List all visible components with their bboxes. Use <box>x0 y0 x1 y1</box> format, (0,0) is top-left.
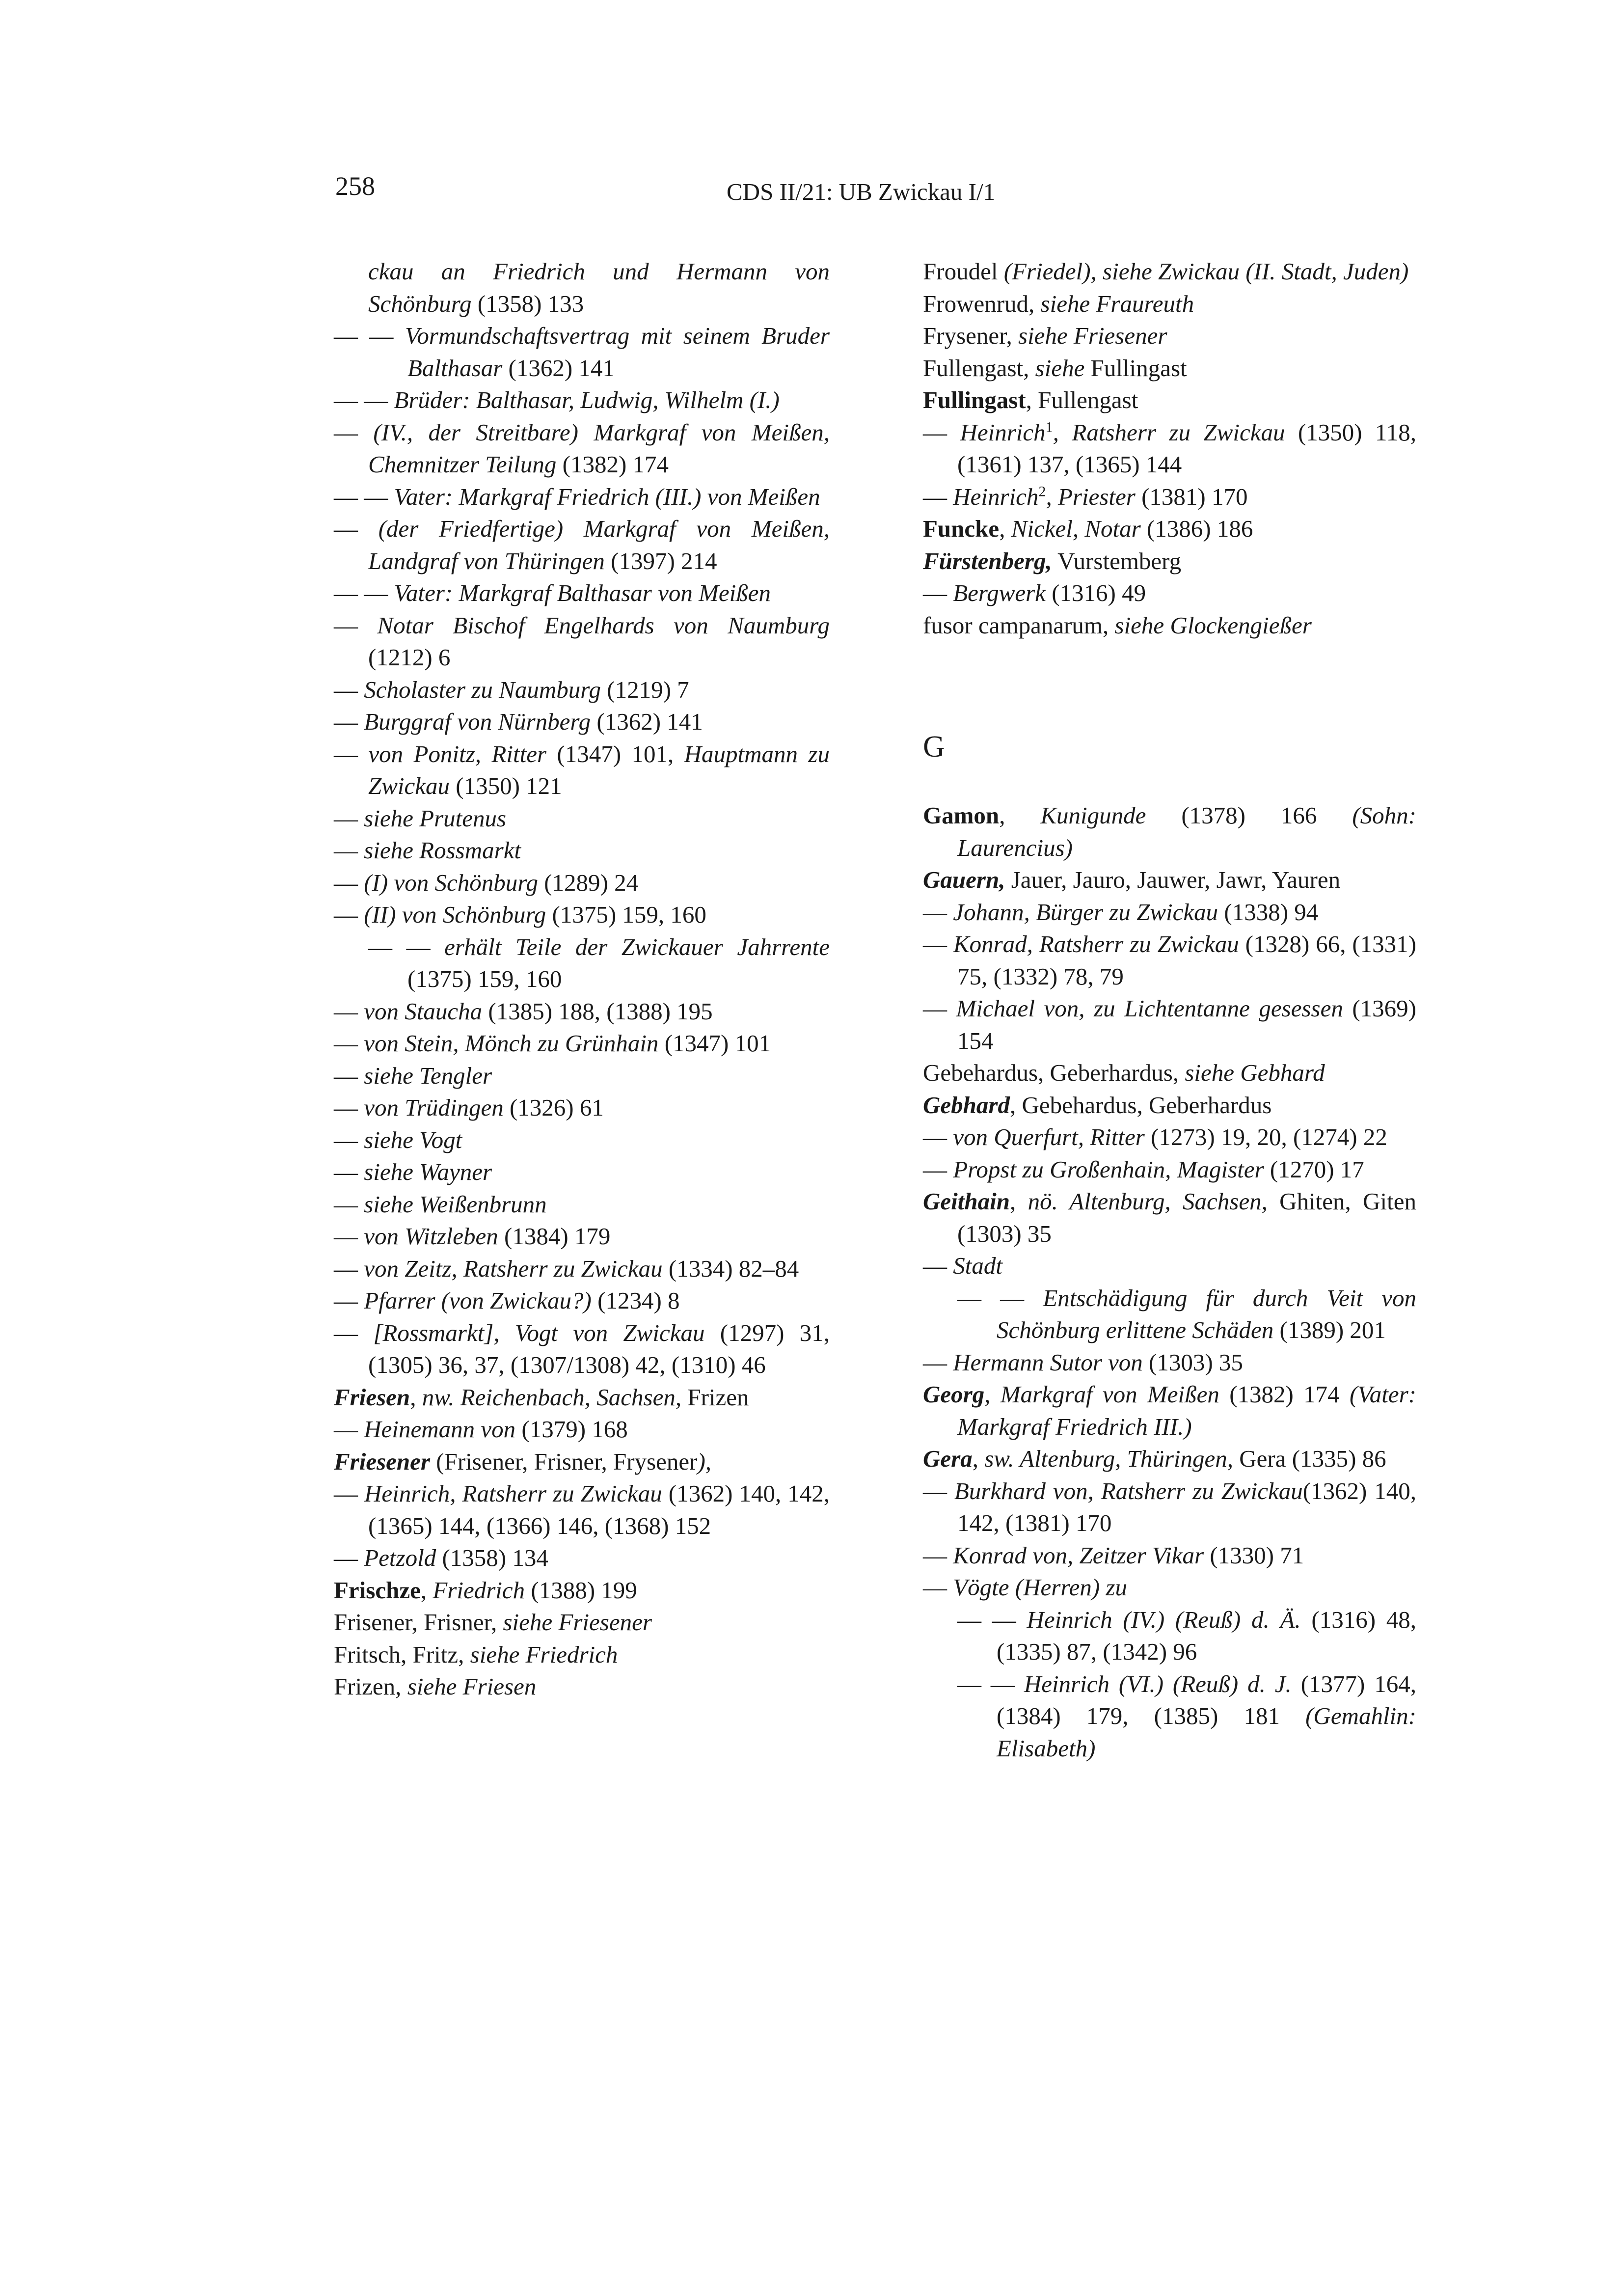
entry-text: Burggraf von Nürnberg <box>364 708 591 735</box>
entry-text: , Ratsherr zu Zwickau <box>1053 418 1285 446</box>
index-entry <box>334 1381 830 1414</box>
entry-text: Markgraf von Meißen <box>1000 1381 1219 1408</box>
entry-text: siehe Vogt <box>364 1126 462 1153</box>
entry-text: (der Friedfertige) Markgraf von Meißen, Landgraf von Thüringen <box>368 515 830 574</box>
index-entry <box>923 481 1416 513</box>
index-entry <box>334 931 830 995</box>
entry-text: , <box>984 1381 1001 1408</box>
entry-text: — <box>923 995 956 1022</box>
entry-text: (1377) 164, (1384) 179, (1385) 181 <box>997 1670 1417 1729</box>
entry-text: , <box>972 1445 985 1472</box>
entry-text: (1384) 179 <box>498 1223 611 1250</box>
entry-text: Vater: Markgraf Friedrich (III.) von Meißen <box>394 483 820 510</box>
entry-text: (1212) 6 <box>368 644 451 671</box>
index-entry <box>334 706 830 738</box>
entry-text: (1316) 49 <box>1045 579 1146 606</box>
entry-text: Nickel, Notar <box>1011 515 1141 542</box>
index-column-left <box>334 255 830 1703</box>
entry-text: Propst zu Großenhain, Magister <box>953 1155 1264 1183</box>
entry-text: Michael von, zu Lichtentanne gesessen <box>956 995 1343 1022</box>
entry-text: Funcke <box>923 515 1000 542</box>
index-entry <box>334 513 830 577</box>
entry-text: Notar Bischof Engelhards von Naumburg <box>377 611 830 639</box>
entry-text: (1382) 174 <box>1219 1381 1350 1408</box>
index-entry <box>923 320 1416 352</box>
entry-text: — <box>334 676 364 703</box>
index-entry <box>334 1639 830 1671</box>
entry-text: von Trüdingen <box>364 1094 504 1121</box>
index-entry <box>334 384 830 416</box>
entry-text: — <box>923 930 953 957</box>
entry-text: — <box>334 837 364 864</box>
entry-text: Vater: Markgraf Balthasar von Meißen <box>394 579 771 606</box>
entry-text: — <box>923 1155 953 1183</box>
entry-text: (1362) 140, 142, (1381) 170 <box>957 1477 1417 1536</box>
index-entry <box>923 928 1416 992</box>
entry-text: siehe Rossmarkt <box>364 837 521 864</box>
entry-text: — <box>334 804 364 832</box>
entry-text: (1219) 7 <box>601 676 689 703</box>
entry-text: , Fullengast <box>1026 386 1138 413</box>
index-entry <box>334 320 830 384</box>
entry-text: — <box>334 1223 364 1250</box>
entry-text: Heinrich (IV.) (Reuß) d. Ä. <box>1027 1606 1301 1633</box>
entry-text: (1234) 8 <box>591 1287 680 1314</box>
index-entry <box>334 1317 830 1381</box>
entry-text: , Gebehardus, Geberhardus <box>1009 1091 1272 1119</box>
entry-text: — — <box>334 386 394 413</box>
entry-text: — <box>923 898 953 926</box>
index-entry <box>334 1285 830 1317</box>
entry-text: (1270) 17 <box>1264 1155 1364 1183</box>
entry-text: Friedrich <box>433 1576 525 1604</box>
index-entry <box>923 255 1416 288</box>
entry-text: Burkhard von, Ratsherr zu Zwickau <box>954 1477 1303 1504</box>
entry-text: (1378) 166 <box>1146 802 1352 829</box>
entry-text: Heinemann von <box>364 1416 516 1443</box>
entry-text: Heinrich <box>960 418 1046 446</box>
index-entry <box>923 1604 1416 1668</box>
entry-text: siehe Prutenus <box>364 804 507 832</box>
entry-text: (I) von Schönburg <box>364 869 538 896</box>
entry-text: Heinrich <box>953 483 1039 510</box>
entry-text: — <box>334 1544 364 1571</box>
index-entry <box>334 1413 830 1446</box>
entry-text: siehe <box>1035 354 1085 382</box>
entry-text: von Zeitz, Ratsherr zu Zwickau <box>364 1255 663 1282</box>
entry-text: (1289) 24 <box>538 869 639 896</box>
entry-text: — — <box>957 1670 1024 1697</box>
entry-text: sw. Altenburg, Thüringen, <box>984 1445 1234 1472</box>
entry-text: — <box>334 1158 364 1185</box>
entry-text: (1297) 31, (1305) 36, 37, (1307/1308) 42, (1310) 46 <box>368 1319 830 1378</box>
entry-text: (Gemahlin: Elisabeth) <box>997 1702 1416 1762</box>
entry-text: (1382) 174 <box>556 451 669 478</box>
entry-text: (1375) 159, 160 <box>546 901 706 928</box>
entry-text: — <box>923 1123 953 1150</box>
entry-text: Gera <box>923 1445 973 1472</box>
entry-text: (II) von Schönburg <box>364 901 546 928</box>
index-entry <box>334 255 830 320</box>
entry-text: — — <box>368 933 445 960</box>
entry-text: (1350) 121 <box>450 772 562 799</box>
index-entry <box>334 1156 830 1188</box>
entry-text: (Sohn: Laurencius) <box>957 802 1416 861</box>
index-entry <box>923 288 1416 320</box>
entry-text: (1316) 48, (1335) 87, (1342) 96 <box>997 1606 1416 1665</box>
entry-text: , <box>999 515 1011 542</box>
entry-text: , <box>999 802 1041 829</box>
entry-text: Frischze <box>334 1576 421 1604</box>
index-column-right <box>923 255 1416 1764</box>
entry-text: Jauer, Jauro, Jauwer, Jawr, Yauren <box>1005 866 1341 893</box>
entry-text: Frysener, <box>923 322 1018 349</box>
entry-text: Pfarrer (von Zwickau?) <box>364 1287 592 1314</box>
entry-text: Frisener, Frisner, <box>334 1609 503 1636</box>
index-entry <box>334 802 830 835</box>
index-entry <box>334 834 830 867</box>
entry-text: — <box>334 1094 364 1121</box>
entry-text: siehe Wayner <box>364 1158 492 1185</box>
entry-text: (1369) 154 <box>957 995 1417 1054</box>
index-entry <box>334 1092 830 1124</box>
entry-text: — <box>334 708 364 735</box>
entry-text: Friesener <box>334 1448 430 1475</box>
entry-text: — <box>334 1030 364 1057</box>
entry-text: Gebehardus, Geberhardus, <box>923 1059 1185 1086</box>
entry-text: (1326) 61 <box>503 1094 604 1121</box>
entry-text: — <box>334 1190 364 1218</box>
entry-text: Konrad von, Zeitzer Vikar <box>953 1541 1204 1569</box>
entry-text: Kunigunde <box>1040 802 1146 829</box>
entry-text: — <box>334 869 364 896</box>
entry-text: Heinrich (VI.) (Reuß) d. J. <box>1024 1670 1292 1697</box>
entry-text: siehe Glockengießer <box>1114 611 1312 639</box>
entry-text: — <box>923 483 953 510</box>
index-entry <box>334 738 830 802</box>
entry-superscript: 2 <box>1038 483 1046 500</box>
entry-text: Fürstenberg, <box>923 547 1052 574</box>
entry-text: (Frisener, Frisner, Frysener <box>430 1448 698 1475</box>
index-entry <box>334 1220 830 1253</box>
entry-text: — <box>923 418 960 446</box>
entry-text: (1385) 188, (1388) 195 <box>482 997 713 1025</box>
entry-text: (1328) 66, (1331) 75, (1332) 78, 79 <box>957 930 1416 990</box>
entry-text: Gera (1335) 86 <box>1233 1445 1386 1472</box>
entry-text: — <box>923 1252 953 1279</box>
entry-text: — <box>334 1255 364 1282</box>
index-entry <box>334 899 830 931</box>
entry-text: (1347) 101, <box>546 740 684 767</box>
index-entry <box>334 674 830 706</box>
index-entry <box>923 896 1416 929</box>
entry-text: (1388) 199 <box>525 1576 637 1604</box>
entry-text: Frizen, <box>334 1673 407 1700</box>
entry-text: , <box>410 1383 422 1411</box>
entry-text: [Rossmarkt], Vogt von Zwickau <box>373 1319 705 1346</box>
index-entry <box>334 995 830 1028</box>
entry-text: siehe Friesen <box>407 1673 537 1700</box>
entry-text: — <box>923 579 953 606</box>
index-entry <box>334 1606 830 1639</box>
entry-text: (1358) 133 <box>471 290 584 317</box>
index-entry <box>923 1378 1416 1443</box>
index-entry <box>923 1346 1416 1379</box>
index-section-g <box>923 799 1416 1764</box>
entry-text: Bergwerk <box>953 579 1046 606</box>
entry-text: (1273) 19, 20, (1274) 22 <box>1144 1123 1387 1150</box>
index-entry <box>334 1477 830 1542</box>
entry-text: siehe Friesener <box>1018 322 1167 349</box>
entry-text: von Querfurt, Ritter <box>953 1123 1145 1150</box>
entry-text: (1347) 101 <box>658 1030 771 1057</box>
entry-text: (1303) 35 <box>1142 1348 1243 1376</box>
entry-text: (1358) 134 <box>436 1544 548 1571</box>
entry-text: , Priester <box>1046 483 1136 510</box>
index-entry <box>334 1253 830 1285</box>
entry-text: (1330) 71 <box>1204 1541 1304 1569</box>
running-head: CDS II/21: UB Zwickau I/1 <box>727 178 996 205</box>
entry-text: Heinrich, Ratsherr zu Zwickau <box>364 1480 662 1507</box>
entry-text: , <box>420 1576 433 1604</box>
index-entry <box>923 992 1416 1057</box>
entry-text: — <box>334 611 378 639</box>
entry-text: (Friedel), siehe Zwickau (II. Stadt, Juden) <box>1003 258 1409 285</box>
index-entry <box>923 1282 1416 1346</box>
entry-text: — — <box>957 1606 1027 1633</box>
entry-text: — <box>334 1062 364 1089</box>
entry-text: — — <box>334 483 394 510</box>
entry-text: siehe Friedrich <box>470 1640 618 1668</box>
index-entry <box>923 545 1416 577</box>
entry-text: Johann, Bürger zu Zwickau <box>953 898 1218 926</box>
entry-text: Hermann Sutor von <box>953 1348 1143 1376</box>
entry-text: (1334) 82–84 <box>662 1255 799 1282</box>
index-entry <box>923 352 1416 384</box>
entry-text: (1389) 201 <box>1273 1316 1386 1343</box>
index-entry <box>334 867 830 899</box>
index-entry <box>923 1185 1416 1250</box>
index-entry <box>923 1250 1416 1282</box>
entry-text: , <box>1009 1188 1028 1215</box>
entry-text: Petzold <box>364 1544 436 1571</box>
section-letter-g: G <box>923 730 945 764</box>
entry-text: Vögte (Herren) zu <box>953 1574 1127 1601</box>
entry-text: siehe Friesener <box>503 1609 652 1636</box>
entry-text: — <box>334 418 374 446</box>
index-entry <box>923 1089 1416 1121</box>
index-entry <box>334 1124 830 1156</box>
entry-text: (1350) 118, (1361) 137, (1365) 144 <box>957 418 1416 478</box>
index-entry <box>923 1443 1416 1475</box>
entry-text: nw. Reichenbach, Sachsen, <box>422 1383 682 1411</box>
index-entry <box>334 1188 830 1221</box>
entry-text: Vurstemberg <box>1052 547 1182 574</box>
entry-text: von Staucha <box>364 997 483 1025</box>
entry-text: Fullingast <box>923 386 1026 413</box>
index-entry <box>923 1539 1416 1572</box>
entry-text: von Witzleben <box>364 1223 498 1250</box>
index-entry <box>334 577 830 609</box>
index-entry <box>923 1121 1416 1153</box>
entry-text: — <box>334 901 364 928</box>
index-entry <box>334 1574 830 1607</box>
entry-text: (Vater: Markgraf Friedrich III.) <box>957 1381 1417 1440</box>
entry-text: (1362) 140, 142, (1365) 144, (1366) 146, (1368) 152 <box>368 1480 830 1539</box>
entry-text: (1375) 159, 160 <box>407 965 562 992</box>
entry-text: Ghiten, Giten (1303) 35 <box>957 1188 1416 1247</box>
index-entry <box>923 416 1416 481</box>
entry-text: ckau an Friedrich und Hermann von Schönburg <box>368 258 830 317</box>
entry-text: — <box>923 1574 953 1601</box>
entry-text: — <box>334 740 369 767</box>
index-entry <box>923 513 1416 545</box>
entry-text: (1362) 141 <box>502 354 615 382</box>
index-entry <box>334 481 830 513</box>
index-entry <box>923 577 1416 609</box>
entry-text: (IV., der Streitbare) Markgraf von Meißen, Chemnitzer Teilung <box>368 418 830 478</box>
entry-text: Stadt <box>953 1252 1002 1279</box>
entry-text: siehe Weißenbrunn <box>364 1190 547 1218</box>
entry-text: Froudel <box>923 258 1004 285</box>
entry-text: Entschädigung für durch Veit von Schönburg erlittene Schäden <box>997 1284 1416 1343</box>
entry-text: (1338) 94 <box>1218 898 1319 926</box>
entry-text: Fullengast, <box>923 354 1035 382</box>
index-entry <box>923 1571 1416 1604</box>
index-entry <box>923 1153 1416 1186</box>
entry-text: Frowenrud, <box>923 290 1041 317</box>
index-entry <box>334 1542 830 1574</box>
index-entry <box>334 1060 830 1092</box>
entry-text: Fritsch, Fritz, <box>334 1640 470 1668</box>
entry-text: — <box>334 997 364 1025</box>
entry-text: — <box>923 1348 953 1376</box>
entry-text: — — <box>957 1284 1043 1312</box>
entry-text: — <box>923 1477 954 1504</box>
index-entry <box>334 1670 830 1703</box>
entry-text: Brüder: Balthasar, Ludwig, Wilhelm (I.) <box>394 386 780 413</box>
entry-text: Hauptmann zu Zwickau <box>368 740 830 799</box>
entry-text: Gebhard <box>923 1091 1010 1119</box>
entry-text: Georg <box>923 1381 985 1408</box>
index-entry <box>334 1446 830 1478</box>
entry-text: ), <box>697 1448 712 1475</box>
page-number: 258 <box>335 171 375 201</box>
entry-text: (1386) 186 <box>1140 515 1253 542</box>
entry-text: — — <box>334 579 394 606</box>
entry-text: erhält Teile der Zwickauer Jahrrente <box>444 933 830 960</box>
entry-text: siehe Tengler <box>364 1062 492 1089</box>
entry-text: (1362) 141 <box>591 708 703 735</box>
index-entry <box>923 864 1416 896</box>
index-entry <box>923 384 1416 416</box>
entry-text: — <box>923 1541 953 1569</box>
entry-text: — <box>334 515 379 542</box>
entry-text: von Ponitz, Ritter <box>368 740 547 767</box>
index-entry <box>334 1027 830 1060</box>
entry-text: siehe Gebhard <box>1185 1059 1325 1086</box>
entry-text: — <box>334 1480 365 1507</box>
entry-text: — <box>334 1126 364 1153</box>
entry-superscript: 1 <box>1045 419 1053 436</box>
entry-text: Frizen <box>681 1383 749 1411</box>
index-entry <box>923 1475 1416 1539</box>
entry-text: nö. Altenburg, Sachsen, <box>1028 1188 1268 1215</box>
entry-text: — — <box>334 322 405 349</box>
index-entry <box>923 799 1416 864</box>
entry-text: Scholaster zu Naumburg <box>364 676 601 703</box>
entry-text: siehe Fraureuth <box>1040 290 1194 317</box>
entry-text: Gauern, <box>923 866 1005 893</box>
entry-text: — <box>334 1287 364 1314</box>
index-entry <box>923 1668 1416 1765</box>
index-entry <box>923 1057 1416 1089</box>
entry-text: von Stein, Mönch zu Grünhain <box>364 1030 659 1057</box>
entry-text: — <box>334 1319 374 1346</box>
index-section-f-continued <box>923 255 1416 641</box>
entry-text: Geithain <box>923 1188 1010 1215</box>
index-entry <box>923 609 1416 642</box>
entry-text: fusor campanarum, <box>923 611 1115 639</box>
entry-text: (1397) 214 <box>604 547 717 574</box>
entry-text: Friesen <box>334 1383 410 1411</box>
entry-text: (1379) 168 <box>515 1416 628 1443</box>
entry-text: (1381) 170 <box>1135 483 1248 510</box>
entry-text: Konrad, Ratsherr zu Zwickau <box>953 930 1239 957</box>
entry-text: — <box>334 1416 364 1443</box>
entry-text: Fullingast <box>1084 354 1187 382</box>
index-entry <box>334 609 830 674</box>
entry-text: Vormundschaftsvertrag mit seinem Bruder Balthasar <box>405 322 830 382</box>
index-entry <box>334 416 830 481</box>
entry-text: Gamon <box>923 802 1000 829</box>
